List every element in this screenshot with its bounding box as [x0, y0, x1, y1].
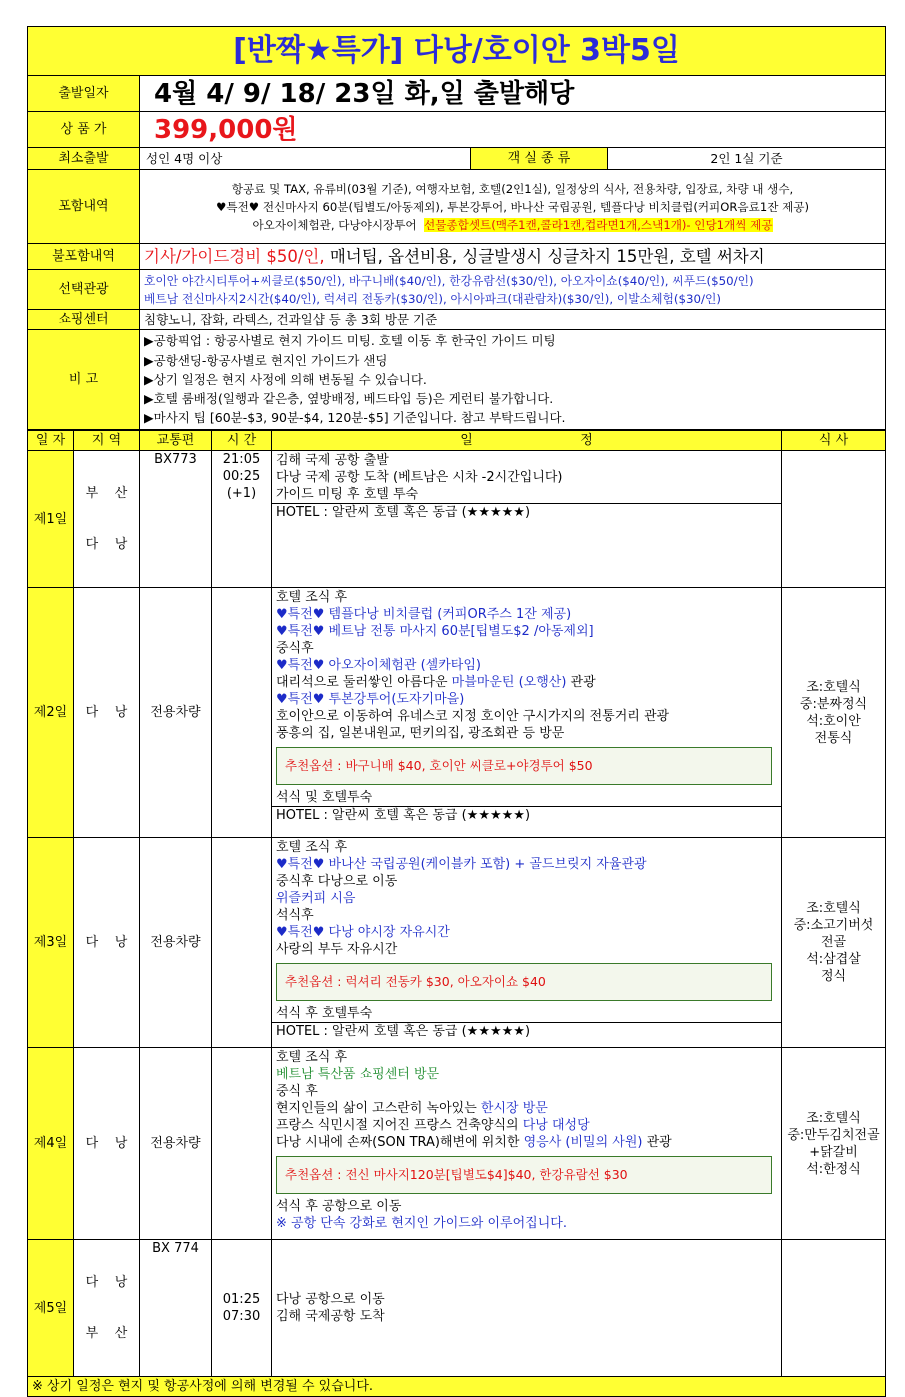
col-time: 시 간: [212, 431, 272, 451]
day-4-label: 제4일: [28, 1048, 74, 1240]
day-3-line-6: ♥특전♥ 다낭 야시장 자유시간: [276, 925, 450, 940]
depart-label: 출발일자: [28, 76, 140, 112]
day-2-line-10: 석식 및 호텔투숙: [276, 790, 373, 805]
day-3-line-2: ♥특전♥ 바나산 국립공원(케이블카 포함) + 골드브릿지 자율관광: [276, 857, 647, 872]
excluded-text: 매너팁, 옵션비용, 싱글발생시 싱글차지 15만원, 호텔 써차지: [324, 246, 765, 266]
day-2-recommended-option: 추천옵션 : 바구니배 $40, 호이안 씨클로+야경투어 $50: [276, 747, 772, 785]
day-4-meal-3: +닭갈비: [809, 1144, 858, 1160]
day-1-hotel: HOTEL : 알란씨 호텔 혹은 동급 (★★★★★): [272, 503, 781, 521]
day-1-row: [28, 451, 886, 588]
room-type-value: 2인 1실 기준: [608, 148, 886, 170]
day-4-line-1: 호텔 조식 후: [276, 1050, 348, 1065]
day-3-meal-5: 정식: [820, 969, 847, 984]
day-2-transport: 전용차량: [140, 588, 212, 838]
day-4-row: [28, 1048, 886, 1240]
col-plan: 일 정: [272, 431, 782, 451]
price-label: 상 품 가: [28, 112, 140, 148]
min-departure-value: 성인 4명 이상: [140, 148, 471, 170]
day-4-line-2: 베트남 특산품 쇼핑센터 방문: [276, 1067, 440, 1082]
day-3-meal-4: 석:삼겹살: [806, 952, 861, 967]
day-4-line-6a: 다낭 시내에 손짜(SON TRA)해변에 위치한: [276, 1135, 524, 1150]
depart-value: 4월 4/ 9/ 18/ 23일 화,일 출발해당: [140, 76, 886, 112]
day-2-hotel: HOTEL : 알란씨 호텔 혹은 동급 (★★★★★): [272, 806, 781, 824]
day-3-meal-2: 중:소고기버섯: [793, 918, 874, 933]
day-1-time-2: 00:25: [222, 469, 261, 484]
day-4-transport: 전용차량: [140, 1048, 212, 1240]
day-2-row: [28, 588, 886, 838]
day-3-recommended-option: 추천옵션 : 럭셔리 전동카 $30, 아오자이쇼 $40: [276, 963, 772, 1001]
day-2-line-6b: 마블마운틴 (오행산): [451, 675, 567, 690]
day-5-region-2: 부 산: [85, 1326, 128, 1341]
day-4-line-7: 석식 후 공항으로 이동: [276, 1199, 402, 1214]
guide-fee-text: 기사/가이드경비 $50/인,: [144, 246, 325, 266]
day-3-line-4: 위즐커피 시음: [276, 891, 356, 906]
day-3-transport: 전용차량: [140, 838, 212, 1048]
remark-1: ▶공항픽업 : 항공사별로 현지 가이드 미팅. 호텔 이동 후 한국인 가이드 미팅: [144, 333, 556, 349]
price-value: 399,000원: [140, 112, 886, 148]
footer-notice: ※ 상기 일정은 현지 및 항공사정에 의해 변경될 수 있습니다.: [28, 1377, 886, 1397]
col-transport: 교통편: [140, 431, 212, 451]
day-4-region: 다 낭: [74, 1048, 140, 1240]
day-5-time-1: 01:25: [222, 1292, 261, 1307]
day-2-line-8: 호이안으로 이동하여 유네스코 지정 호이안 구시가지의 전통거리 관광: [276, 709, 670, 724]
day-2-line-3: ♥특전♥ 베트남 전통 마사지 60분[팁별도$2 /아동제외]: [276, 624, 594, 639]
day-2-meal-1: 조:호텔식: [806, 679, 861, 695]
included-line-1: 항공료 및 TAX, 유류비(03월 기준), 여행자보험, 호텔(2인1실), 일정상의 식사, 전용차량, 입장료, 차량 내 생수,: [231, 181, 794, 196]
min-departure-label: 최소출발: [28, 148, 140, 170]
day-3-line-8: 석식 후 호텔투숙: [276, 1006, 373, 1021]
day-5-row: [28, 1240, 886, 1377]
day-4-line-5b: 다낭 대성당: [522, 1118, 590, 1133]
day-1-region-1: 부 산: [85, 486, 128, 501]
summary-table: [27, 26, 886, 430]
day-5-line-1: 다낭 공항으로 이동: [276, 1292, 385, 1307]
col-meal: 식 사: [782, 431, 886, 451]
day-1-label: 제1일: [28, 451, 74, 588]
day-3-region: 다 낭: [74, 838, 140, 1048]
day-2-line-6a: 대리석으로 둘러쌓인 아름다운: [276, 675, 452, 690]
day-4-line-6c: 관광: [642, 1135, 672, 1150]
day-3-line-3: 중식후 다낭으로 이동: [276, 874, 398, 889]
remark-4: ▶호텔 룸배정(일행과 같은층, 옆방배정, 베드타입 등)은 게런티 불가합니다.: [144, 391, 554, 407]
day-2-meal-4: 전통식: [814, 730, 853, 746]
room-type-label: 객 실 종 류: [471, 148, 608, 170]
day-4-line-6b: 영응사 (비밀의 사원): [523, 1135, 643, 1150]
day-2-label: 제2일: [28, 588, 74, 838]
optional-tour-line-1: 호이안 야간시티투어+씨클로($50/인), 바구니배($40/인), 한강유람선($30/인), 아오자이쇼($40/인), 씨푸드($50/인): [144, 273, 754, 288]
day-2-meal-3: 석:호이안: [806, 713, 861, 729]
day-2-line-6c: 관광: [566, 675, 596, 690]
day-2-line-7: ♥특전♥ 투본강투어(도자기마을): [276, 692, 465, 707]
col-region: 지 역: [74, 431, 140, 451]
day-5-label: 제5일: [28, 1240, 74, 1377]
remark-2: ▶공항샌딩-항공사별로 현지인 가이드가 샌딩: [144, 352, 388, 368]
day-3-meal-3: 전골: [820, 935, 847, 950]
day-3-line-1: 호텔 조식 후: [276, 840, 348, 855]
optional-tour-label: 선택관광: [28, 270, 140, 310]
day-1-line-3: 가이드 미팅 후 호텔 투숙: [276, 487, 419, 502]
excluded-label: 불포함내역: [28, 244, 140, 270]
optional-tour-line-2: 베트남 전신마사지2시간($40/인), 럭셔리 전동카($30/인), 아시아파크(대관람차)($30/인), 이발소체험($30/인): [144, 291, 721, 306]
day-2-line-5: ♥특전♥ 아오자이체험관 (셀카타임): [276, 658, 481, 673]
day-4-meal-1: 조:호텔식: [806, 1110, 861, 1126]
day-4-line-4b: 한시장 방문: [480, 1101, 548, 1116]
included-line-2: ♥특전♥ 전신마사지 60분(팁별도/아동제외), 투본강투어, 바나산 국립공원, 템플다낭 비치클럽(커피OR음료1잔 제공): [215, 199, 810, 214]
remark-5: ▶마사지 팁 [60분-$3, 90분-$4, 120분-$5] 기준입니다. 참고 부탁드립니다.: [144, 410, 566, 426]
day-1-time-1: 21:05: [222, 452, 261, 467]
itinerary-sheet: [27, 26, 885, 1397]
day-2-line-9: 풍흥의 집, 일본내원교, 떤키의집, 광조회관 등 방문: [276, 726, 565, 741]
day-4-line-3: 중식 후: [276, 1084, 318, 1099]
remarks-label: 비 고: [28, 330, 140, 430]
day-2-region: 다 낭: [74, 588, 140, 838]
day-1-line-1: 김해 국제 공항 출발: [276, 453, 389, 468]
day-4-recommended-option: 추천옵션 : 전신 마사지120분[팁별도$4]$40, 한강유람선 $30: [276, 1156, 772, 1194]
day-3-line-5: 석식후: [276, 908, 314, 923]
day-4-line-5a: 프랑스 식민시절 지어진 프랑스 건축양식의: [276, 1118, 523, 1133]
day-1-region-2: 다 낭: [85, 537, 128, 552]
day-2-line-1: 호텔 조식 후: [276, 590, 348, 605]
day-4-meal-2: 중:만두김치전골: [787, 1127, 880, 1143]
day-1-line-2: 다낭 국제 공항 도착 (베트남은 시차 -2시간입니다): [276, 470, 563, 485]
day-1-flight: BX773: [140, 451, 212, 588]
day-2-line-2: ♥특전♥ 템플다낭 비치클럽 (커피OR주스 1잔 제공): [276, 607, 572, 622]
day-3-label: 제3일: [28, 838, 74, 1048]
day-3-row: [28, 838, 886, 1048]
schedule-table: [27, 430, 886, 1397]
day-1-time-3: (+1): [226, 486, 257, 501]
day-3-line-7: 사랑의 부두 자유시간: [276, 942, 398, 957]
shopping-label: 쇼핑센터: [28, 310, 140, 330]
day-4-line-8: ※ 공항 단속 강화로 현지인 가이드와 이루어집니다.: [276, 1216, 567, 1231]
remark-3: ▶상기 일정은 현지 사정에 의해 변동될 수 있습니다.: [144, 371, 427, 387]
included-line-3: 아오자이체험관, 다낭야시장투어: [252, 217, 417, 232]
day-5-line-2: 김해 국제공항 도착: [276, 1309, 385, 1324]
day-5-flight: BX 774: [140, 1240, 212, 1377]
page-title: [반짝★특가] 다낭/호이안 3박5일: [28, 27, 886, 76]
day-2-line-4: 중식후: [276, 641, 314, 656]
col-day: 일 자: [28, 431, 74, 451]
day-2-meal-2: 중:분짜정식: [799, 696, 868, 712]
included-label: 포함내역: [28, 170, 140, 244]
gift-set-highlight: 선물종합셋트(맥주1캔,콜라1캔,컵라면1개,스낵1개)- 인당1개씩 제공: [424, 217, 773, 232]
day-5-region-1: 다 낭: [85, 1275, 128, 1290]
shopping-value: 침향노니, 잡화, 라텍스, 건과일샵 등 총 3회 방문 기준: [140, 310, 886, 330]
day-4-meal-4: 석:한정식: [806, 1161, 861, 1177]
day-4-line-4a: 현지인들의 삶이 고스란히 녹아있는: [276, 1101, 481, 1116]
day-3-meal-1: 조:호텔식: [806, 901, 861, 916]
day-3-hotel: HOTEL : 알란씨 호텔 혹은 동급 (★★★★★): [272, 1022, 781, 1040]
day-5-time-2: 07:30: [222, 1309, 261, 1324]
